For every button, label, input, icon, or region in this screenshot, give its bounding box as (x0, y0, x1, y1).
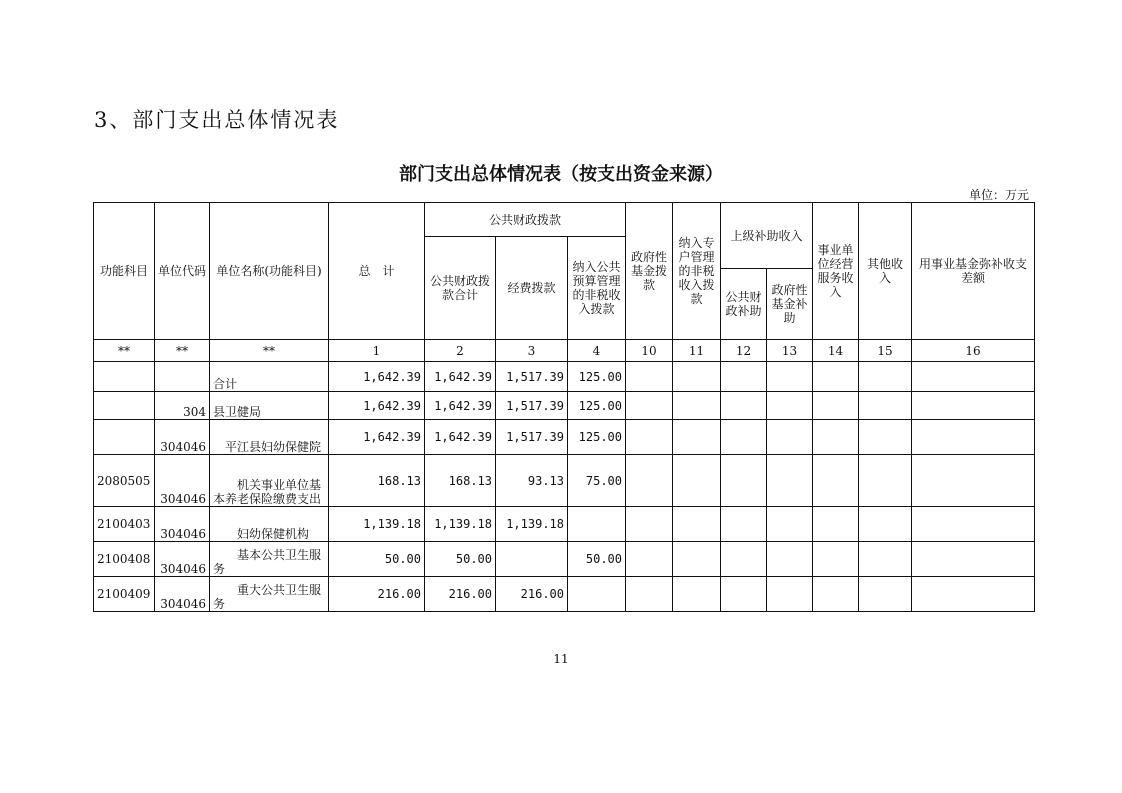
row-func-code: 2100403 (94, 507, 155, 542)
header-nontax: 纳入公共预算管理的非税收入拨款 (568, 237, 626, 340)
row-public-finance-total: 1,642.39 (425, 420, 496, 455)
row-empty-cell (813, 577, 859, 612)
row-total: 1,642.39 (329, 420, 425, 455)
row-func-code (94, 392, 155, 420)
index-cell: ** (155, 340, 210, 362)
table-row (94, 507, 1035, 542)
row-operating: 1,517.39 (496, 420, 568, 455)
row-public-finance-total: 216.00 (425, 577, 496, 612)
row-nontax: 125.00 (568, 420, 626, 455)
page-number: 11 (553, 652, 569, 666)
row-unit-code: 304 (155, 392, 210, 420)
index-cell: 1 (329, 340, 425, 362)
header-operating: 经费拨款 (496, 237, 568, 340)
row-empty-cell (673, 542, 721, 577)
row-unit-name: 重大公共卫生服务 (210, 577, 329, 612)
row-empty-cell (673, 362, 721, 392)
index-cell: 12 (721, 340, 767, 362)
row-empty-cell (813, 455, 859, 507)
table-title: 部门支出总体情况表（按支出资金来源） (399, 164, 723, 185)
header-special-nontax: 纳入专户管理的非税收入拨款 (673, 203, 721, 340)
index-cell: 15 (859, 340, 912, 362)
header-public-finance: 公共财政拨款 (425, 203, 626, 237)
row-empty-cell (859, 362, 912, 392)
row-public-finance-total: 168.13 (425, 455, 496, 507)
index-cell: ** (94, 340, 155, 362)
row-empty-cell (673, 420, 721, 455)
row-empty-cell (912, 542, 1035, 577)
header-unit-name: 单位名称(功能科目) (210, 203, 329, 340)
row-empty-cell (721, 542, 767, 577)
row-nontax (568, 577, 626, 612)
row-operating: 1,517.39 (496, 392, 568, 420)
row-unit-name: 基本公共卫生服务 (210, 542, 329, 577)
header-func-code: 功能科目 (94, 203, 155, 340)
row-empty-cell (721, 362, 767, 392)
table-row (94, 392, 1035, 420)
row-func-code: 2080505 (94, 455, 155, 507)
row-empty-cell (721, 420, 767, 455)
row-empty-cell (673, 455, 721, 507)
row-empty-cell (767, 455, 813, 507)
row-empty-cell (673, 577, 721, 612)
row-unit-name: 妇幼保健机构 (210, 507, 329, 542)
header-other: 其他收入 (859, 203, 912, 340)
row-unit-code: 304046 (155, 507, 210, 542)
header-superior-public: 公共财政补助 (721, 269, 767, 340)
row-empty-cell (721, 392, 767, 420)
row-empty-cell (673, 507, 721, 542)
row-total: 1,139.18 (329, 507, 425, 542)
row-operating (496, 542, 568, 577)
row-operating: 1,517.39 (496, 362, 568, 392)
row-empty-cell (767, 420, 813, 455)
row-empty-cell (626, 362, 673, 392)
row-empty-cell (813, 542, 859, 577)
row-empty-cell (859, 577, 912, 612)
row-unit-name: 平江县妇幼保健院 (210, 420, 329, 455)
row-func-code: 2100409 (94, 577, 155, 612)
index-cell: 4 (568, 340, 626, 362)
row-total: 168.13 (329, 455, 425, 507)
row-unit-code: 304046 (155, 420, 210, 455)
row-unit-code (155, 362, 210, 392)
row-unit-code: 304046 (155, 577, 210, 612)
table-row (94, 542, 1035, 577)
row-unit-code: 304046 (155, 542, 210, 577)
header-unit-code: 单位代码 (155, 203, 210, 340)
row-total: 216.00 (329, 577, 425, 612)
index-cell: 11 (673, 340, 721, 362)
row-empty-cell (859, 392, 912, 420)
row-public-finance-total: 1,642.39 (425, 362, 496, 392)
header-superior-gov: 政府性基金补助 (767, 269, 813, 340)
row-empty-cell (721, 507, 767, 542)
row-unit-name: 合计 (210, 362, 329, 392)
index-cell: ** (210, 340, 329, 362)
unit-label: 单位：万元 (968, 188, 1029, 202)
table-row (94, 420, 1035, 455)
row-empty-cell (626, 420, 673, 455)
row-empty-cell (813, 420, 859, 455)
row-empty-cell (912, 392, 1035, 420)
row-nontax (568, 507, 626, 542)
row-public-finance-total: 1,642.39 (425, 392, 496, 420)
row-empty-cell (859, 420, 912, 455)
row-operating: 216.00 (496, 577, 568, 612)
header-total: 总 计 (329, 203, 425, 340)
index-cell: 13 (767, 340, 813, 362)
section-heading: 3、部门支出总体情况表 (94, 108, 340, 132)
row-empty-cell (626, 577, 673, 612)
table-row (94, 362, 1035, 392)
row-total: 50.00 (329, 542, 425, 577)
header-superior: 上级补助收入 (721, 203, 813, 269)
row-operating: 93.13 (496, 455, 568, 507)
row-empty-cell (912, 420, 1035, 455)
row-empty-cell (626, 542, 673, 577)
row-nontax: 125.00 (568, 362, 626, 392)
table-row (94, 455, 1035, 507)
row-func-code (94, 362, 155, 392)
row-empty-cell (626, 455, 673, 507)
header-fund-diff: 用事业基金弥补收支差额 (912, 203, 1035, 340)
index-cell: 14 (813, 340, 859, 362)
row-empty-cell (626, 392, 673, 420)
row-empty-cell (912, 507, 1035, 542)
index-row (94, 340, 1035, 362)
row-empty-cell (626, 507, 673, 542)
row-empty-cell (813, 392, 859, 420)
row-empty-cell (767, 577, 813, 612)
row-unit-name: 机关事业单位基本养老保险缴费支出 (210, 455, 329, 507)
row-empty-cell (813, 507, 859, 542)
row-public-finance-total: 1,139.18 (425, 507, 496, 542)
row-empty-cell (859, 542, 912, 577)
row-operating: 1,139.18 (496, 507, 568, 542)
row-empty-cell (673, 392, 721, 420)
row-empty-cell (767, 362, 813, 392)
index-cell: 2 (425, 340, 496, 362)
row-empty-cell (721, 577, 767, 612)
row-public-finance-total: 50.00 (425, 542, 496, 577)
row-total: 1,642.39 (329, 362, 425, 392)
expenditure-table (93, 202, 1035, 612)
row-empty-cell (912, 362, 1035, 392)
index-cell: 16 (912, 340, 1035, 362)
row-empty-cell (767, 542, 813, 577)
row-nontax: 125.00 (568, 392, 626, 420)
row-empty-cell (912, 455, 1035, 507)
row-unit-name: 县卫健局 (210, 392, 329, 420)
header-gov-fund: 政府性基金拨款 (626, 203, 673, 340)
row-total: 1,642.39 (329, 392, 425, 420)
table-row (94, 577, 1035, 612)
row-empty-cell (721, 455, 767, 507)
row-unit-code: 304046 (155, 455, 210, 507)
row-empty-cell (813, 362, 859, 392)
row-empty-cell (859, 455, 912, 507)
index-cell: 10 (626, 340, 673, 362)
row-func-code (94, 420, 155, 455)
row-empty-cell (767, 507, 813, 542)
row-nontax: 75.00 (568, 455, 626, 507)
row-empty-cell (767, 392, 813, 420)
row-empty-cell (912, 577, 1035, 612)
header-public-finance-total: 公共财政拨款合计 (425, 237, 496, 340)
row-empty-cell (859, 507, 912, 542)
index-cell: 3 (496, 340, 568, 362)
row-nontax: 50.00 (568, 542, 626, 577)
row-func-code: 2100408 (94, 542, 155, 577)
header-business: 事业单位经营服务收入 (813, 203, 859, 340)
